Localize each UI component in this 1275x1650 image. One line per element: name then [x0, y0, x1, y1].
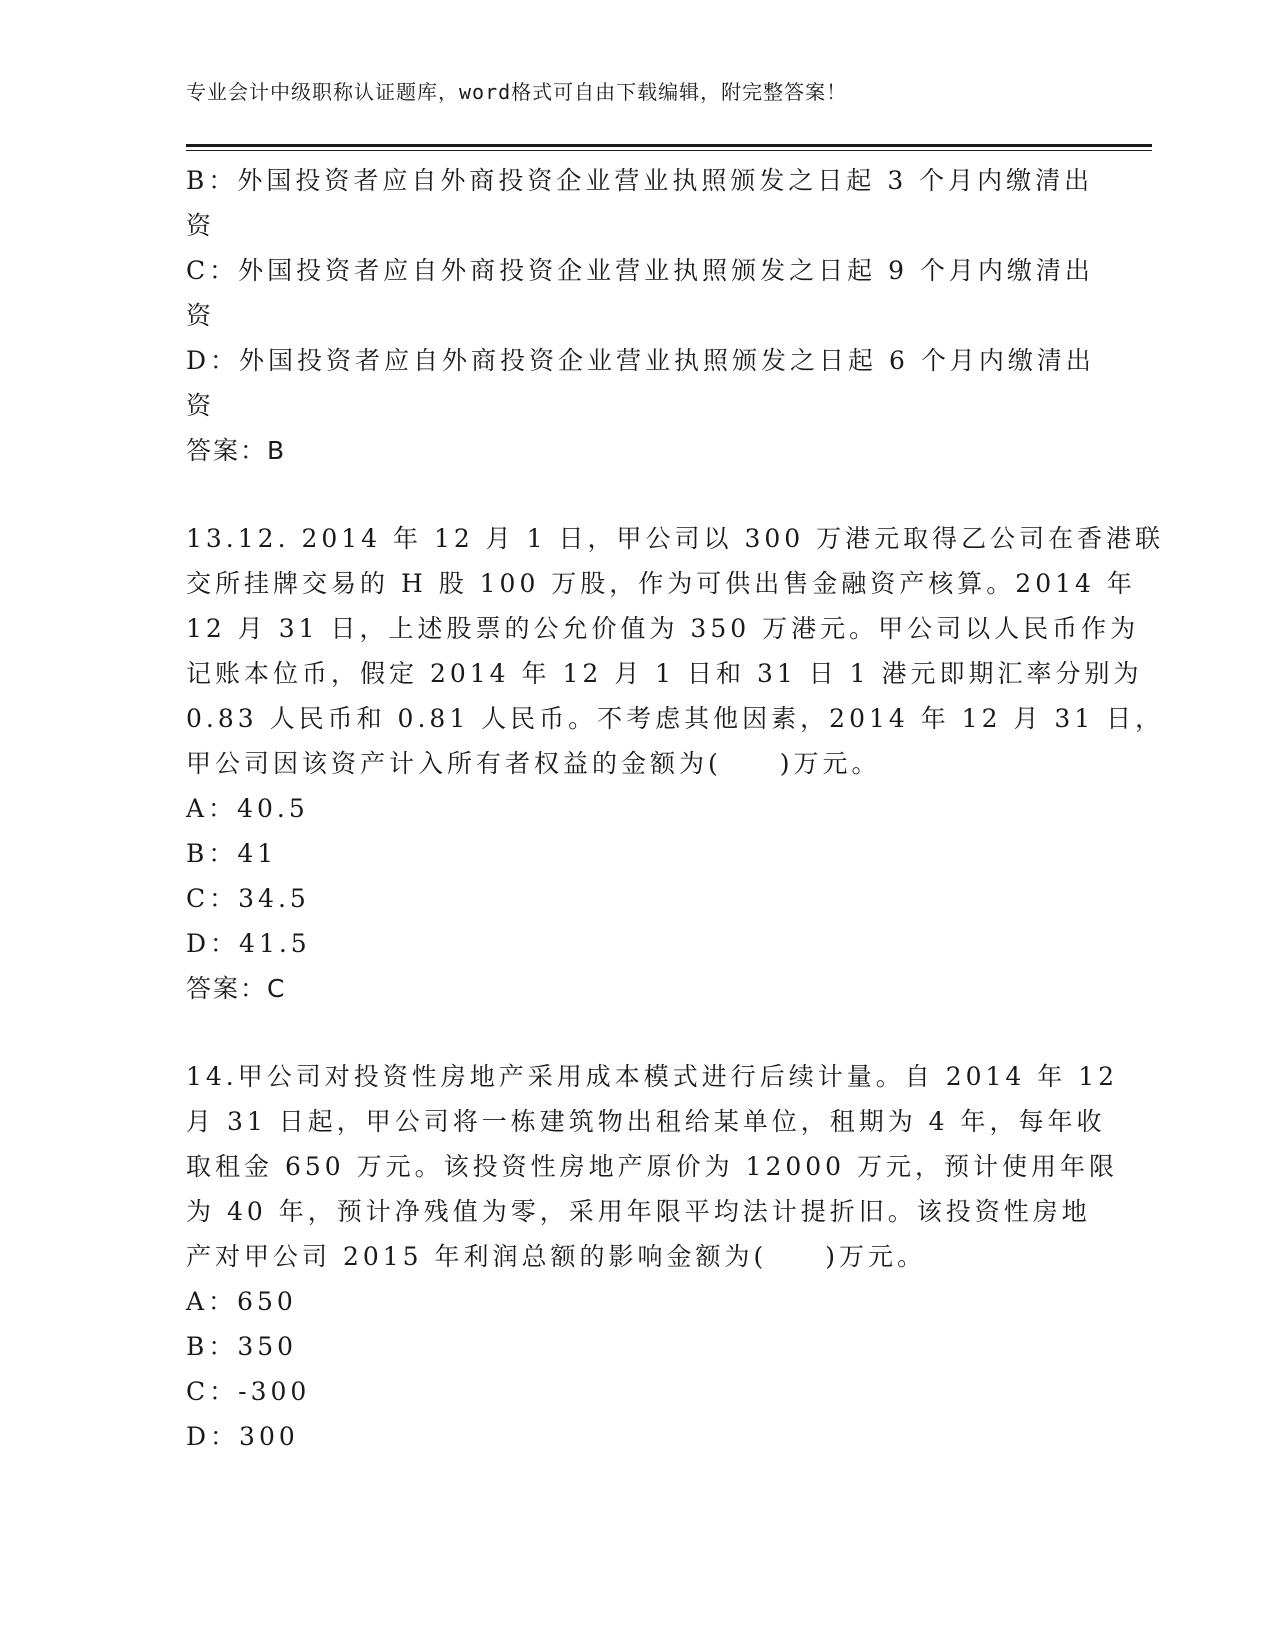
question-content — [186, 158, 1165, 1459]
question-stem-line: 交所挂牌交易的 H 股 100 万股，作为可供出售金融资产核算。2014 年 — [186, 569, 1136, 598]
option-d: D：300 — [186, 1422, 299, 1451]
option-c: C：-300 — [186, 1377, 311, 1406]
option-b: B：41 — [186, 839, 278, 868]
question-stem-line: 14.甲公司对投资性房地产采用成本模式进行后续计量。自 2014 年 12 — [186, 1062, 1119, 1091]
question-stem-line: 13.12. 2014 年 12 月 1 日，甲公司以 300 万港元取得乙公司在香港联 — [186, 524, 1165, 553]
question-stem-line: 月 31 日起，甲公司将一栋建筑物出租给某单位，租期为 4 年，每年收 — [186, 1107, 1106, 1136]
question-14 — [186, 1054, 1119, 1459]
option-a: A：650 — [186, 1287, 297, 1316]
option-d-line2: 资 — [186, 391, 216, 420]
question-answer: 答案：C — [186, 974, 287, 1003]
option-c-line2: 资 — [186, 301, 216, 330]
prev-question-options — [186, 158, 1095, 428]
prev-question-answer: 答案：B — [186, 436, 287, 465]
question-stem-line: 12 月 31 日，上述股票的公允价值为 350 万港元。甲公司以人民币作为 — [186, 614, 1140, 643]
question-13-12 — [186, 516, 1165, 1011]
option-b: B：350 — [186, 1332, 298, 1361]
question-stem-line: 记账本位币，假定 2014 年 12 月 1 日和 31 日 1 港元即期汇率分别为 — [186, 659, 1143, 688]
question-stem-line: 产对甲公司 2015 年利润总额的影响金额为( )万元。 — [186, 1242, 927, 1271]
option-c: C：34.5 — [186, 884, 310, 913]
question-stem-line: 甲公司因该资产计入所有者权益的金额为( )万元。 — [186, 749, 881, 778]
option-b-line2: 资 — [186, 211, 216, 240]
option-a: A：40.5 — [186, 794, 309, 823]
question-stem-line: 0.83 人民币和 0.81 人民币。不考虑其他因素，2014 年 12 月 31 日， — [186, 704, 1165, 733]
header-divider-thin — [186, 150, 1152, 151]
option-d-line1: D：外国投资者应自外商投资企业营业执照颁发之日起 6 个月内缴清出 — [186, 346, 1095, 375]
option-d: D：41.5 — [186, 929, 311, 958]
page-header: 专业会计中级职称认证题库，word格式可自由下载编辑，附完整答案！ — [186, 80, 848, 104]
option-b-line1: B：外国投资者应自外商投资企业营业执照颁发之日起 3 个月内缴清出 — [186, 166, 1094, 195]
option-c-line1: C：外国投资者应自外商投资企业营业执照颁发之日起 9 个月内缴清出 — [186, 256, 1094, 285]
question-stem-line: 为 40 年，预计净残值为零，采用年限平均法计提折旧。该投资性房地 — [186, 1197, 1091, 1226]
question-stem-line: 取租金 650 万元。该投资性房地产原价为 12000 万元，预计使用年限 — [186, 1152, 1119, 1181]
header-divider-thick — [186, 144, 1152, 147]
